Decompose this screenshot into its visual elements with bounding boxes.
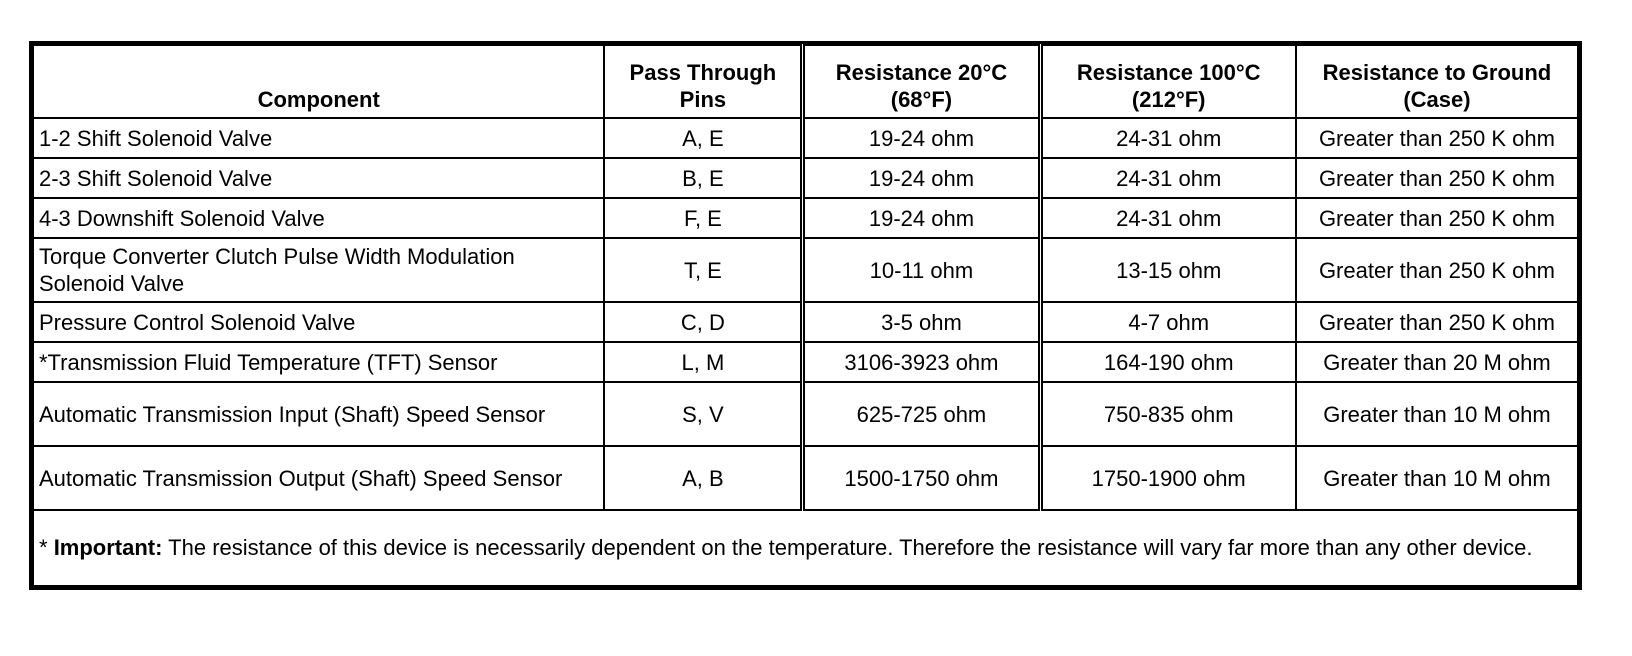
pins-cell: L, M <box>604 342 802 382</box>
component-cell: 4-3 Downshift Solenoid Valve <box>33 198 604 238</box>
resistance-20c-cell: 1500-1750 ohm <box>803 446 1040 510</box>
resistance-20c-cell: 3106-3923 ohm <box>803 342 1040 382</box>
important-note <box>33 510 1578 586</box>
header-resistance-to-ground: Resistance to Ground (Case) <box>1296 45 1578 118</box>
pins-cell: B, E <box>604 158 802 198</box>
ground-cell: Greater than 250 K ohm <box>1296 158 1578 198</box>
ground-cell: Greater than 10 M ohm <box>1296 382 1578 446</box>
pins-cell: T, E <box>604 238 802 302</box>
resistance-100c-cell: 750-835 ohm <box>1040 382 1296 446</box>
table-row <box>33 302 1578 342</box>
component-cell: Automatic Transmission Output (Shaft) Speed Sensor <box>33 446 604 510</box>
pins-cell: F, E <box>604 198 802 238</box>
resistance-20c-cell: 19-24 ohm <box>803 158 1040 198</box>
table-note-row <box>33 510 1578 586</box>
table-row <box>33 342 1578 382</box>
header-component: Component <box>33 45 604 118</box>
resistance-20c-cell: 3-5 ohm <box>803 302 1040 342</box>
note-label: Important: <box>53 535 163 560</box>
ground-cell: Greater than 250 K ohm <box>1296 238 1578 302</box>
component-cell: 2-3 Shift Solenoid Valve <box>33 158 604 198</box>
resistance-100c-cell: 164-190 ohm <box>1040 342 1296 382</box>
component-cell: 1-2 Shift Solenoid Valve <box>33 118 604 158</box>
pins-cell: S, V <box>604 382 802 446</box>
resistance-100c-cell: 4-7 ohm <box>1040 302 1296 342</box>
pins-cell: A, B <box>604 446 802 510</box>
note-text: The resistance of this device is necessarily dependent on the temperature. Therefore the resistance will vary far more than any other device. <box>162 535 1533 560</box>
component-cell: *Transmission Fluid Temperature (TFT) Sensor <box>33 342 604 382</box>
table-header-row <box>33 45 1578 118</box>
resistance-table-frame <box>29 41 1582 590</box>
note-prefix: * <box>39 535 54 560</box>
pins-cell: C, D <box>604 302 802 342</box>
table-row <box>33 118 1578 158</box>
ground-cell: Greater than 20 M ohm <box>1296 342 1578 382</box>
ground-cell: Greater than 250 K ohm <box>1296 198 1578 238</box>
component-cell: Automatic Transmission Input (Shaft) Speed Sensor <box>33 382 604 446</box>
table-row <box>33 238 1578 302</box>
resistance-100c-cell: 1750-1900 ohm <box>1040 446 1296 510</box>
header-resistance-20c: Resistance 20°C (68°F) <box>803 45 1040 118</box>
ground-cell: Greater than 250 K ohm <box>1296 118 1578 158</box>
header-resistance-100c: Resistance 100°C (212°F) <box>1040 45 1296 118</box>
table-row <box>33 446 1578 510</box>
resistance-100c-cell: 13-15 ohm <box>1040 238 1296 302</box>
resistance-table <box>32 44 1579 587</box>
table-row <box>33 158 1578 198</box>
table-row <box>33 198 1578 238</box>
ground-cell: Greater than 10 M ohm <box>1296 446 1578 510</box>
resistance-20c-cell: 625-725 ohm <box>803 382 1040 446</box>
header-pass-through-pins: Pass Through Pins <box>604 45 802 118</box>
resistance-100c-cell: 24-31 ohm <box>1040 198 1296 238</box>
resistance-20c-cell: 10-11 ohm <box>803 238 1040 302</box>
table-row <box>33 382 1578 446</box>
component-cell: Torque Converter Clutch Pulse Width Modulation Solenoid Valve <box>33 238 604 302</box>
resistance-100c-cell: 24-31 ohm <box>1040 158 1296 198</box>
pins-cell: A, E <box>604 118 802 158</box>
component-cell: Pressure Control Solenoid Valve <box>33 302 604 342</box>
resistance-20c-cell: 19-24 ohm <box>803 118 1040 158</box>
resistance-100c-cell: 24-31 ohm <box>1040 118 1296 158</box>
ground-cell: Greater than 250 K ohm <box>1296 302 1578 342</box>
resistance-20c-cell: 19-24 ohm <box>803 198 1040 238</box>
